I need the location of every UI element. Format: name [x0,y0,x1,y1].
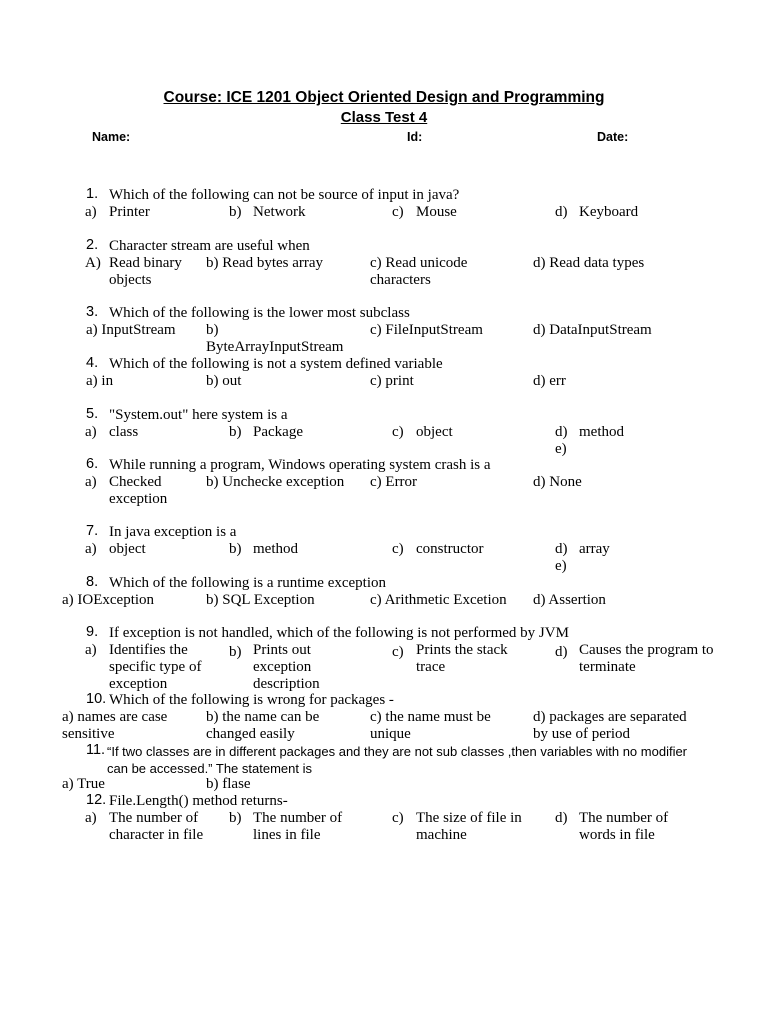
question-number: 4. [86,355,99,371]
option-text: constructor [416,541,484,557]
option-text: a) InputStream [86,322,176,338]
option-marker: a) [85,541,97,557]
option-marker: c) [392,541,404,557]
option-text: Printer [109,204,150,220]
question-number: 7. [86,523,99,539]
option-marker-extra: e) [555,441,567,457]
option-text: c) Read unicode characters [370,255,468,288]
name-label: Name: [92,130,131,144]
option-marker: b) [229,204,242,220]
option-marker: d) [555,424,568,440]
option-text: d) Assertion [533,592,606,608]
question-text: Which of the following is the lower most subclass [109,305,410,321]
question-text: Which of the following is not a system defined variable [109,356,443,372]
question-text: Which of the following is a runtime exception [109,575,387,591]
option-text: Prints out exception description [253,642,320,692]
question-text: Which of the following is wrong for packages - [109,692,394,708]
option-text: Prints the stack trace [416,642,508,675]
option-text: Keyboard [579,204,639,220]
question-number: 12. [86,792,107,808]
option-text: b) out [206,373,242,389]
question-text: "System.out" here system is a [109,407,288,423]
option-text: c) Error [370,474,418,490]
option-text: object [416,424,453,440]
option-marker: a) [85,810,97,826]
option-text: a) True [62,776,105,792]
option-text: Mouse [416,204,457,220]
option-text: c) Arithmetic Excetion [370,592,507,608]
option-marker: d) [555,644,568,660]
option-text: method [253,541,298,557]
option-marker: c) [392,424,404,440]
course-title: Course: ICE 1201 Object Oriented Design and Programming [163,89,605,106]
option-text: c) FileInputStream [370,322,483,338]
option-text: Identifies the specific type of exception [109,642,202,692]
option-marker: b) [229,541,242,557]
question-number: 11. [86,742,106,758]
option-marker: c) [392,810,404,826]
option-text: d) None [533,474,582,490]
question-number: 10. [86,691,107,707]
question-number: 2. [86,237,99,253]
option-marker: d) [555,810,568,826]
question-text: File.Length() method returns- [109,793,288,809]
option-text: Checked exception [109,474,168,507]
option-text: method [579,424,624,440]
option-text: a) in [86,373,114,389]
question-number: 6. [86,456,99,472]
option-text: Package [253,424,303,440]
option-text: d) packages are separated by use of period [533,709,687,742]
option-marker: d) [555,204,568,220]
option-text: b) SQL Exception [206,592,315,608]
question-text: If exception is not handled, which of the following is not performed by JVM [109,625,569,641]
option-text: a) names are case sensitive [62,709,168,742]
option-marker: a) [85,474,97,490]
option-marker: d) [555,541,568,557]
option-text: The number of words in file [579,810,669,843]
date-label: Date: [597,130,629,144]
option-text: Read binary objects [109,255,182,288]
option-marker-extra: e) [555,558,567,574]
option-text: class [109,424,139,440]
question-text: Character stream are useful when [109,238,310,254]
option-text: d) err [533,373,566,389]
question-number: 5. [86,406,99,422]
question-text: In java exception is a [109,524,237,540]
option-marker: a) [85,642,97,658]
option-marker: b) [229,810,242,826]
option-text: c) print [370,373,414,389]
option-text: Causes the program to terminate [579,642,714,675]
question-number: 1. [86,186,99,202]
option-text: b) ByteArrayInputStream [206,322,344,355]
test-title: Class Test 4 [340,109,428,126]
option-marker: a) [85,424,97,440]
option-marker: b) [229,424,242,440]
option-text: d) DataInputStream [533,322,652,338]
option-text: b) flase [206,776,251,792]
option-marker: A) [85,255,101,271]
option-text: b) Unchecke exception [206,474,345,490]
question-number: 8. [86,574,99,590]
option-text: array [579,541,610,557]
option-text: d) Read data types [533,255,645,271]
option-text: b) the name can be changed easily [206,709,320,742]
option-marker: a) [85,204,97,220]
option-text: b) Read bytes array [206,255,324,271]
option-text: a) IOException [62,592,155,608]
option-text: object [109,541,146,557]
option-marker: c) [392,204,404,220]
option-text: The size of file in machine [416,810,522,843]
question-text: Which of the following can not be source of input in java? [109,187,460,203]
question-number: 3. [86,304,99,320]
id-label: Id: [407,130,423,144]
option-marker: b) [229,644,242,660]
option-text: Network [253,204,306,220]
question-text: “If two classes are in different packages and they are not sub classes ,then variables with no modifier can be accessed.” The statement is [107,744,688,776]
option-marker: c) [392,644,404,660]
option-text: The number of character in file [109,810,204,843]
question-text: While running a program, Windows operating system crash is a [109,457,491,473]
option-text: The number of lines in file [253,810,343,843]
option-text: c) the name must be unique [370,709,491,742]
question-number: 9. [86,624,99,640]
